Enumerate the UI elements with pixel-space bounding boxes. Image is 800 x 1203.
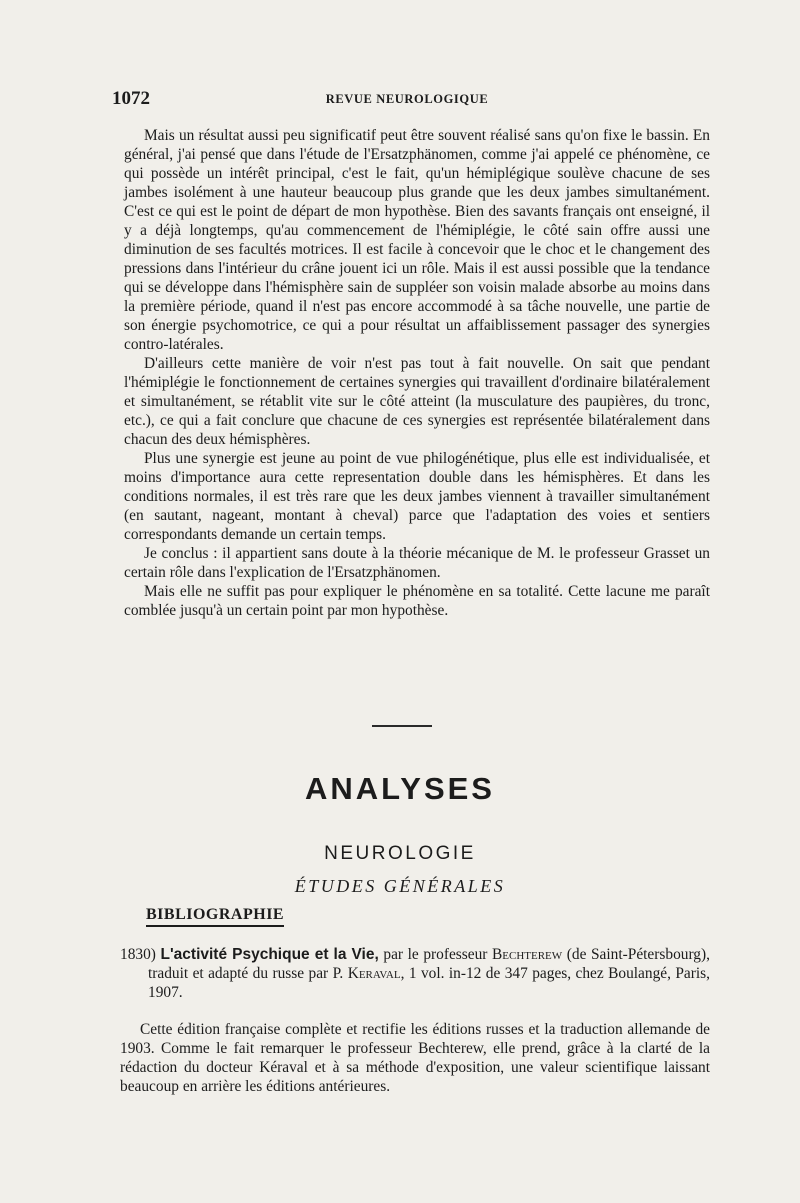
- paragraph: Plus une synergie est jeune au point de vue philogénétique, plus elle est individualisée, et moins d'importance aura cette representation double dans les hémisphères. Et dans les conditions normales, il est très rare que les deux jambes viennent à travailler simultanément (en sautant, nageant, montant à cheval) parce que l'adaptation des voies et sentiers correspondants demande un certain temps.: [124, 450, 710, 543]
- paragraph: D'ailleurs cette manière de voir n'est pas tout à fait nouvelle. On sait que pendant l'hémiplégie le fonctionnement de certaines synergies qui travaillent d'ordinaire bilatéralement et simultanément, se rétablit vite sur le côté atteint (la musculature des paupières, du tronc, etc.), ce qui a fait conclure que chacune de ces synergies est représentée bilatéralement dans chacun des deux hémisphères.: [124, 355, 710, 448]
- subsection-title: NEUROLOGIE: [324, 843, 476, 864]
- running-head: [112, 88, 702, 112]
- entry-title: L'activité Psychique et la Vie,: [160, 946, 379, 963]
- section-divider: [372, 725, 432, 727]
- paragraph: Je conclus : il appartient sans doute à la théorie mécanique de M. le professeur Grasset un certain rôle dans l'explication de l'Ersatzphänomen.: [124, 545, 710, 581]
- paragraph: Mais un résultat aussi peu significatif peut être souvent réalisé sans qu'on fixe le bassin. En général, j'ai pensé que dans l'étude de l'Ersatzphänomen, comme j'ai appelé ce phénomène, ce qui possède un intérêt principal, c'est le fait, qu'un hémiplégique soulève chacune de ses jambes isolément à une hauteur beaucoup plus grande que les deux jambes simultanément. C'est ce qui est le point de départ de mon hypothèse. Bien des savants français ont enseigné, il y a déjà longtemps, qu'au commencement de l'hémiplégie, le côté sain offre aussi une diminution de ses facultés motrices. Il est facile à concevoir que le choc et le changement des pressions dans l'intérieur du crâne jouent ici un rôle. Mais il est aussi possible que la tendance qui se développe dans l'hémisphère sain de suppléer son voisin malade absorbe au moins dans la première période, quand il n'est pas encore accommodé à sa tâche nouvelle, une partie de son énergie psychomotrice, ce qui a pour résultat un affaiblissement passager des synergies contro-latérales.: [124, 127, 710, 353]
- paragraph: Mais elle ne suffit pas pour expliquer le phénomène en sa totalité. Cette lacune me paraît comblée jusqu'à un certain point par mon hypothèse.: [124, 583, 710, 619]
- entry-author: Bechterew: [492, 946, 563, 963]
- entry-details: 1 vol. in-12 de 347 pages, chez Boulangé, Paris, 1907.: [148, 965, 710, 1001]
- section-title: ANALYSES: [305, 771, 495, 806]
- entry-citation: [120, 945, 710, 1002]
- journal-title: REVUE NEUROLOGIQUE: [325, 92, 489, 106]
- entry-by: par le professeur: [383, 946, 488, 963]
- entry-author-place: (de Saint-Pétersbourg), traduit et adapté du russe par P.: [148, 946, 710, 982]
- bibliography-heading: BIBLIOGRAPHIE: [146, 906, 284, 927]
- page-number: 1072: [112, 88, 150, 109]
- subsubsection-title: ÉTUDES GÉNÉRALES: [294, 876, 506, 896]
- entry-number: 1830): [120, 946, 156, 963]
- article-body: [124, 126, 710, 620]
- entry-review-text: Cette édition française complète et rectifie les éditions russes et la traduction allemande de 1903. Comme le fait remarquer le professeur Bechterew, elle prend, grâce à la clarté de la rédaction du docteur Kéraval et à sa méthode d'exposition, une valeur scientifique laissant beaucoup en arrière les éditions antérieures.: [120, 1021, 710, 1095]
- entry-translator: Keraval,: [347, 965, 405, 982]
- bibliography-entry: [120, 945, 710, 1096]
